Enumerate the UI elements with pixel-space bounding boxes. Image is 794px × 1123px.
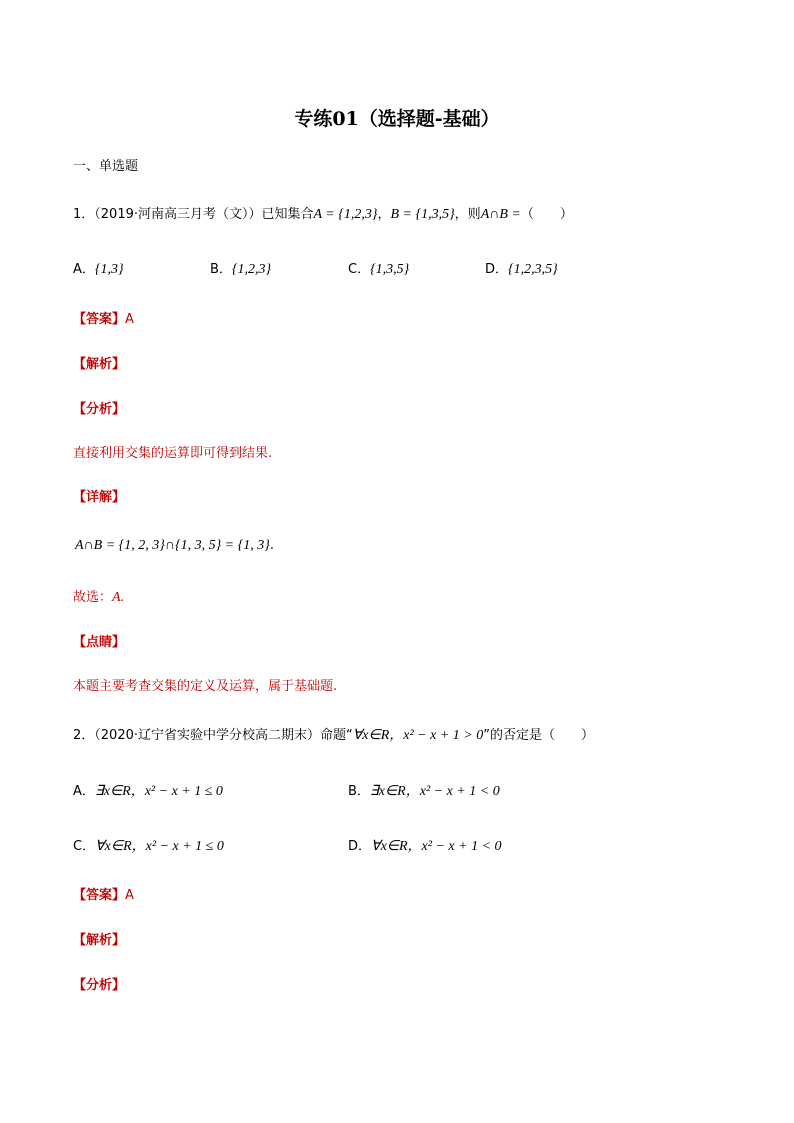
option-b-label: B． <box>210 262 232 277</box>
q2-answer-value: A <box>125 888 134 903</box>
q2-answer-line <box>73 887 134 905</box>
question-2-tail: ”的否定是（ ） <box>483 728 594 743</box>
q2-option-c <box>73 838 224 856</box>
q2-option-b-label: B． <box>348 784 370 799</box>
question-1-source: 1．（2019·河南高三月考（文））已知集合 <box>73 207 314 222</box>
q2-option-a-label: A． <box>73 784 95 799</box>
dianjing-tag: 【点睛】 <box>73 635 126 650</box>
q2-option-a <box>73 783 223 801</box>
answer-line <box>73 311 134 329</box>
q2-answer-tag: 【答案】 <box>73 888 126 903</box>
detail-tag: 【详解】 <box>73 490 126 505</box>
section-heading: 一、单选题 <box>73 159 139 174</box>
answer-value: A <box>125 312 134 327</box>
set-a: A = {1,2,3} <box>313 207 378 222</box>
intersection-expr: A∩B = <box>480 207 521 222</box>
q2-option-c-value: ∀x∈R，x² − x + 1 ≤ 0 <box>95 839 224 854</box>
detail-expr: A∩B = {1, 2, 3}∩{1, 3, 5} = {1, 3} <box>75 538 270 553</box>
q2-fenxi-tag: 【分析】 <box>73 978 126 993</box>
q2-option-d <box>348 838 502 856</box>
q2-option-c-label: C． <box>73 839 96 854</box>
option-d-label: D． <box>485 262 509 277</box>
q2-option-d-value: ∀x∈R，x² − x + 1 < 0 <box>371 839 502 854</box>
dianjing-text: 本题主要考查交集的定义及运算，属于基础题. <box>73 679 338 694</box>
option-c <box>348 261 409 279</box>
detail-formula <box>75 537 274 555</box>
q2-option-b-value: ∃x∈R，x² − x + 1 < 0 <box>369 784 500 799</box>
q2-analysis-tag: 【解析】 <box>73 933 126 948</box>
then-word: ，则 <box>454 207 481 222</box>
question-1-stem <box>73 206 573 224</box>
option-c-label: C． <box>348 262 371 277</box>
guxuan-label: 故选： <box>73 590 113 605</box>
option-a <box>73 261 124 279</box>
guxuan-line <box>73 589 124 607</box>
option-d-value: {1,2,3,5} <box>508 262 558 277</box>
analysis-tag: 【解析】 <box>73 357 126 372</box>
option-d <box>485 261 558 279</box>
fenxi-tag: 【分析】 <box>73 402 126 417</box>
fenxi-text: 直接利用交集的运算即可得到结果. <box>73 446 273 461</box>
proposition: ∀x∈R，x² − x + 1 > 0 <box>352 728 484 743</box>
question-2-source: 2．（2020·辽宁省实验中学分校高二期末）命题“ <box>73 728 353 743</box>
option-a-label: A． <box>73 262 95 277</box>
answer-tag: 【答案】 <box>73 312 126 327</box>
q2-option-a-value: ∃x∈R，x² − x + 1 ≤ 0 <box>94 784 223 799</box>
detail-period: . <box>269 538 274 553</box>
q2-option-d-label: D． <box>348 839 372 854</box>
set-b: B = {1,3,5} <box>390 207 455 222</box>
q2-option-b <box>348 783 500 801</box>
answer-blank: （ ） <box>520 207 573 222</box>
option-b-value: {1,2,3} <box>231 262 272 277</box>
option-c-value: {1,3,5} <box>370 262 410 277</box>
option-b <box>210 261 271 279</box>
option-a-value: {1,3} <box>94 262 124 277</box>
comma: ， <box>377 207 391 222</box>
guxuan-answer: A. <box>112 590 125 605</box>
page-title: 专练01（选择题-基础） <box>294 108 500 130</box>
question-2-stem <box>73 727 594 745</box>
